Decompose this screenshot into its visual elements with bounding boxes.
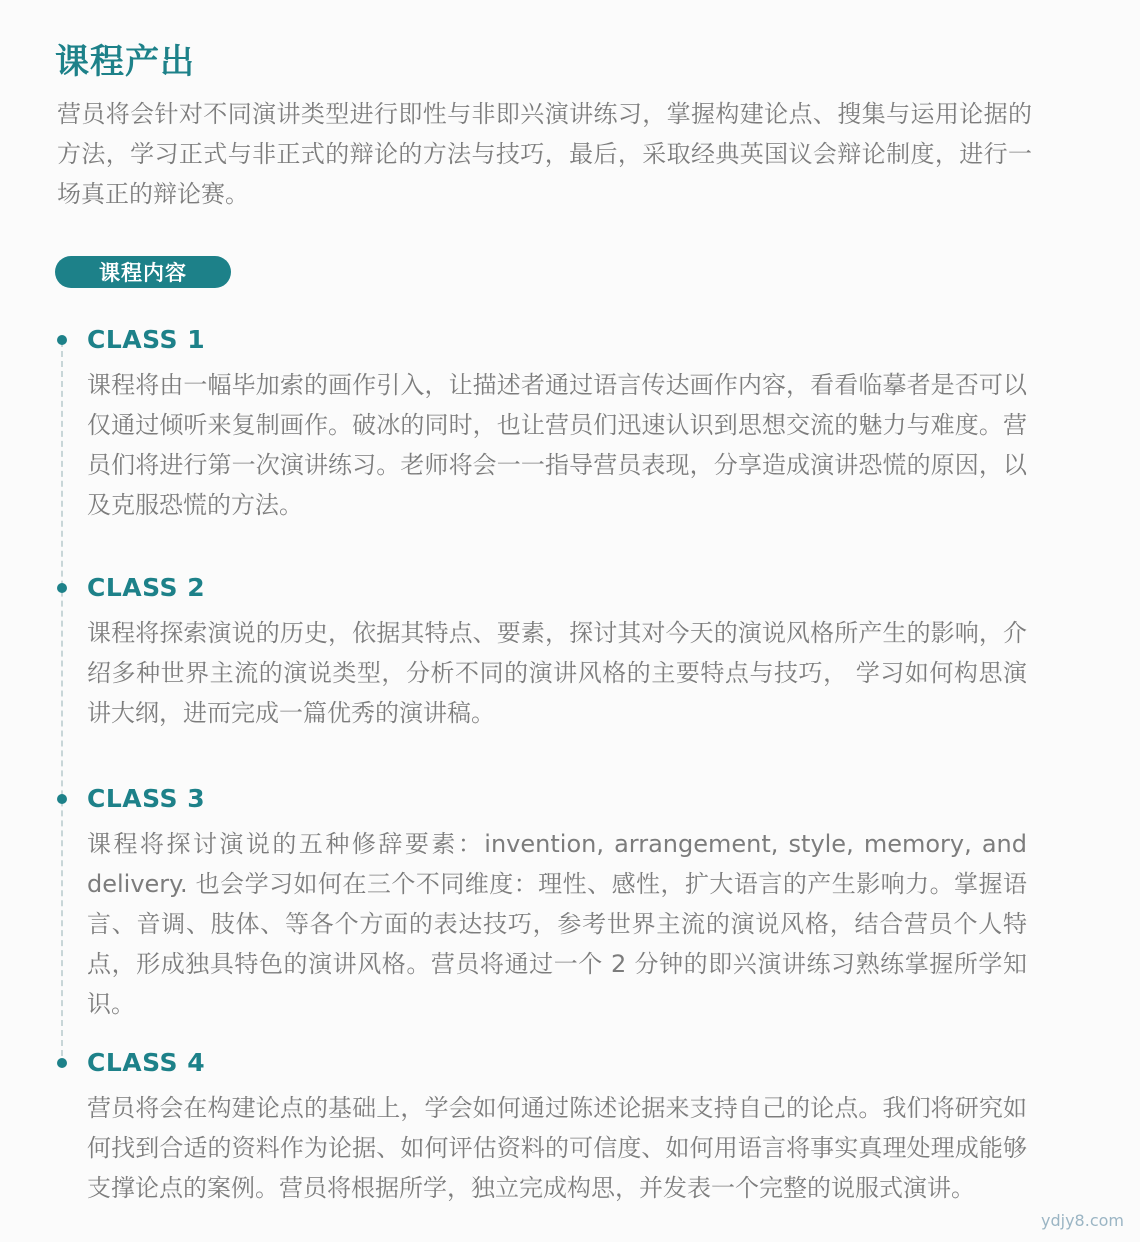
class-description: 课程将探索演说的历史，依据其特点、要素，探讨其对今天的演说风格所产生的影响，介绍多种世界主流的演说类型，分析不同的演讲风格的主要特点与技巧， 学习如何构思演讲大纲，进而完成一篇优秀的演讲稿。 (87, 619, 1027, 727)
watermark: ydjy8.com (1041, 1211, 1124, 1230)
timeline-dot (57, 583, 67, 593)
timeline-dot (57, 1058, 67, 1068)
class-description: 营员将会在构建论点的基础上，学会如何通过陈述论据来支持自己的论点。我们将研究如何找到合适的资料作为论据、如何评估资料的可信度、如何用语言将事实真理处理成能够支撑论点的案例。营员将根据所学，独立完成构思，并发表一个完整的说服式演讲。 (87, 1094, 1027, 1202)
timeline-line (61, 341, 63, 1066)
class-title: CLASS 4 (87, 1048, 206, 1077)
course-content-pill: 课程内容 (55, 256, 231, 288)
class-title: CLASS 1 (87, 325, 206, 354)
class-description: 课程将由一幅毕加索的画作引入，让描述者通过语言传达画作内容，看看临摹者是否可以仅通过倾听来复制画作。破冰的同时，也让营员们迅速认识到思想交流的魅力与难度。营员们将进行第一次演讲练习。老师将会一一指导营员表现，分享造成演讲恐慌的原因，以及克服恐慌的方法。 (87, 371, 1027, 519)
class-title: CLASS 3 (87, 784, 206, 813)
course-outcome-text: 营员将会针对不同演讲类型进行即性与非即兴演讲练习，掌握构建论点、搜集与运用论据的方法，学习正式与非正式的辩论的方法与技巧，最后，采取经典英国议会辩论制度，进行一场真正的辩论赛。 (57, 100, 1032, 208)
timeline-dot (57, 794, 67, 804)
timeline-dot (57, 335, 67, 345)
course-outcome-title: 课程产出 (55, 42, 195, 82)
class-title: CLASS 2 (87, 573, 206, 602)
class-description: 课程将探讨演说的五种修辞要素：invention, arrangement, style, memory, and delivery. 也会学习如何在三个不同维度：理性、感性，扩大语言的产生影响力。掌握语言、音调、肢体、等各个方面的表达技巧，参考世界主流的演说风格，结合营员个人特点，形成独具特色的演讲风格。营员将通过一个 2 分钟的即兴演讲练习熟练掌握所学知识。 (87, 830, 1027, 1018)
